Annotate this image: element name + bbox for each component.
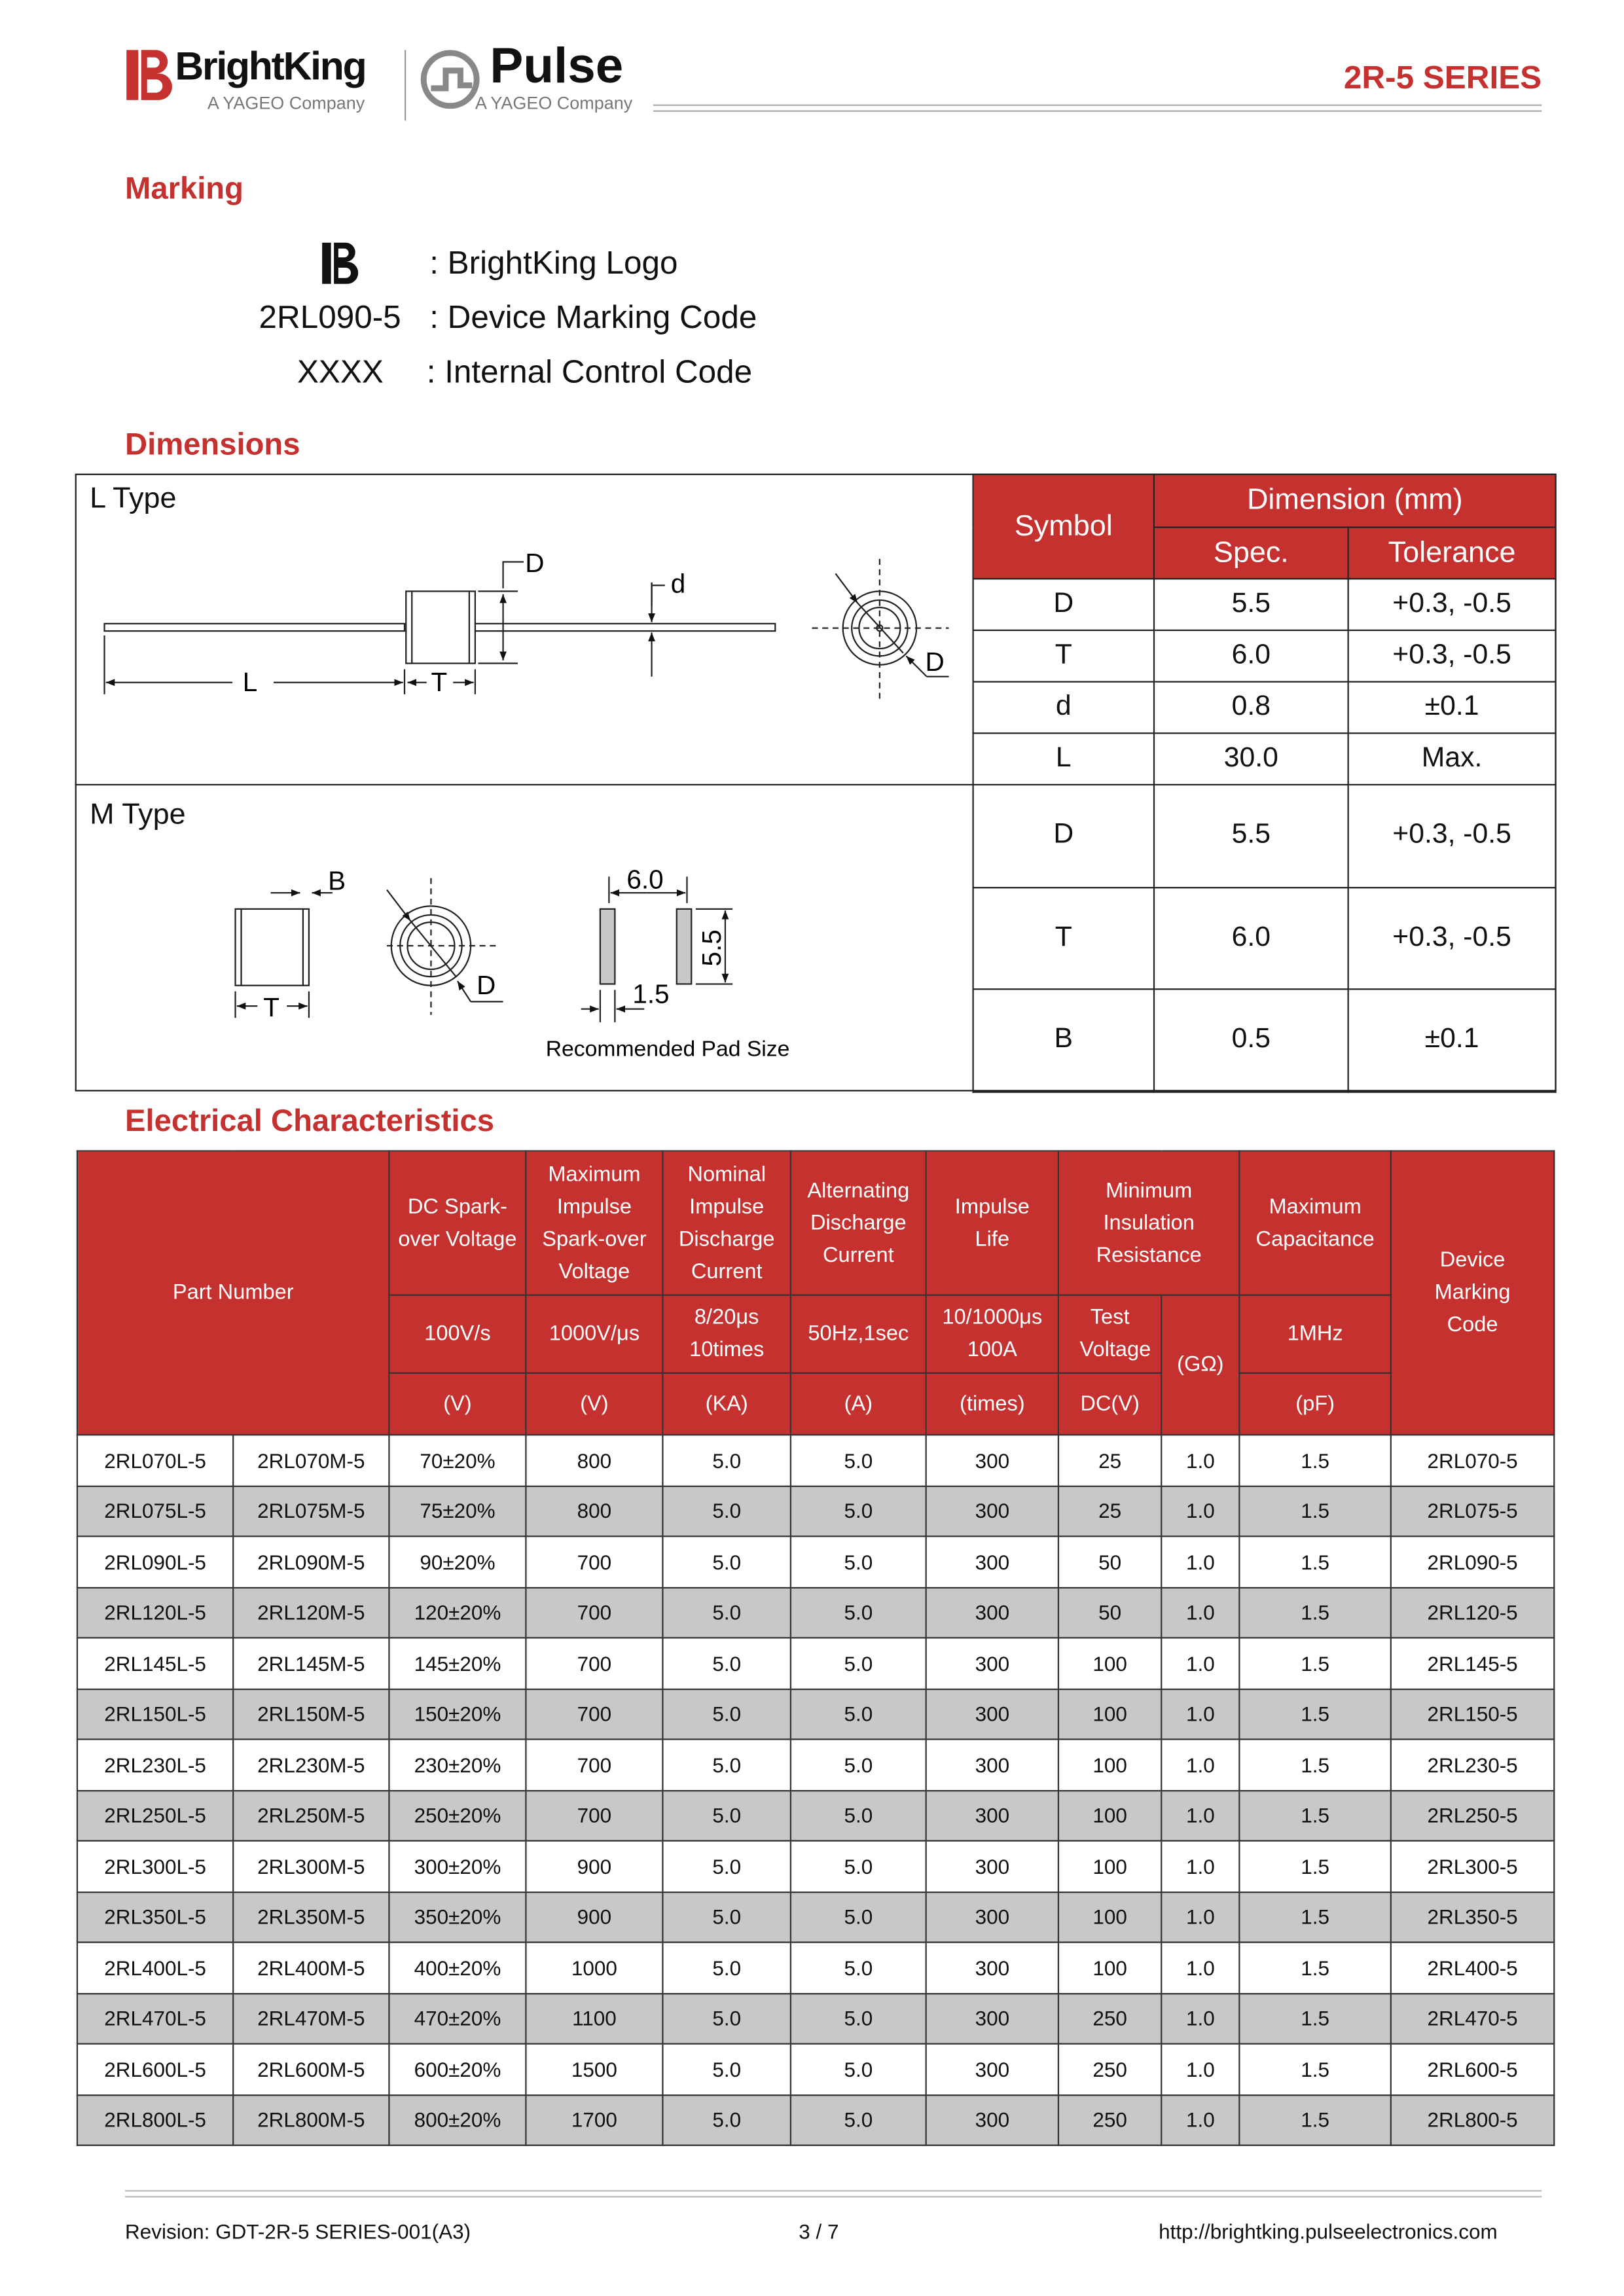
cell-marking-code: 2RL400-5 [1391,1943,1554,1994]
cell-test-voltage: 50 [1058,1536,1161,1587]
marking-code-key: 2RL090-5 [259,298,401,336]
cell-insulation: 1.0 [1161,1739,1239,1790]
cell-insulation: 1.0 [1161,1790,1239,1841]
pad-width-label: 6.0 [626,864,664,895]
cond-ac: 50Hz,1sec [791,1295,926,1373]
pad-gap-label: 1.5 [632,978,670,1009]
dimension-row [973,630,1556,682]
cell-impulse-sparkover: 700 [526,1638,662,1689]
cell-nominal-discharge: 5.0 [662,2044,791,2095]
cell-ac-discharge: 5.0 [791,1790,926,1841]
cell-dc-sparkover: 600±20% [389,2044,526,2095]
cell-part-m: 2RL075M-5 [233,1486,389,1537]
cell-ac-discharge: 5.0 [791,2044,926,2095]
cell-marking-code: 2RL230-5 [1391,1739,1554,1790]
cell-impulse-life: 300 [926,1486,1058,1537]
cell-test-voltage: 250 [1058,2094,1161,2145]
cell-ac-discharge: 5.0 [791,1486,926,1537]
cell-test-voltage: 25 [1058,1486,1161,1537]
cell-nominal-discharge: 5.0 [662,1486,791,1537]
cell-marking-code: 2RL250-5 [1391,1790,1554,1841]
cell-dc-sparkover: 800±20% [389,2094,526,2145]
cell-test-voltage: 100 [1058,1790,1161,1841]
cell-part-l: 2RL600L-5 [77,2044,233,2095]
m-dim-B-label: B [328,865,346,896]
cell-impulse-life: 300 [926,1790,1058,1841]
col-spec: Spec. [1154,528,1348,579]
table-row [77,1739,1554,1790]
electrical-table [77,1150,1555,2145]
cell-marking-code: 2RL350-5 [1391,1892,1554,1943]
dim-spec: 5.5 [1154,579,1348,630]
cell-impulse-life: 300 [926,1638,1058,1689]
cell-part-m: 2RL600M-5 [233,2044,389,2095]
dim-symbol: d [973,682,1154,734]
cell-part-m: 2RL250M-5 [233,1790,389,1841]
cell-part-m: 2RL800M-5 [233,2094,389,2145]
l-dim-L-label: L [242,667,258,698]
cell-test-voltage: 50 [1058,1587,1161,1638]
cell-dc-sparkover: 230±20% [389,1739,526,1790]
cell-dc-sparkover: 470±20% [389,1993,526,2044]
hdr-ac-discharge: Alternating Discharge Current [791,1151,926,1295]
cell-impulse-life: 300 [926,1892,1058,1943]
dim-symbol: T [973,887,1154,989]
cell-test-voltage: 100 [1058,1739,1161,1790]
dim-tolerance: +0.3, -0.5 [1348,579,1556,630]
dimension-row [973,887,1556,989]
dim-tolerance: ±0.1 [1348,682,1556,734]
cell-nominal-discharge: 5.0 [662,1892,791,1943]
cell-dc-sparkover: 300±20% [389,1840,526,1892]
cell-nominal-discharge: 5.0 [662,1638,791,1689]
table-row [77,1536,1554,1587]
cell-impulse-life: 300 [926,2044,1058,2095]
cell-insulation: 1.0 [1161,1638,1239,1689]
dimension-row [973,733,1556,785]
dim-tolerance: +0.3, -0.5 [1348,887,1556,989]
cond-imp: 1000V/μs [526,1295,662,1373]
dimensions-heading: Dimensions [125,427,300,462]
cell-ac-discharge: 5.0 [791,1435,926,1486]
cell-capacitance: 1.5 [1239,1536,1390,1587]
cell-impulse-life: 300 [926,1993,1058,2044]
cell-impulse-life: 300 [926,1536,1058,1587]
cell-capacitance: 1.5 [1239,2094,1390,2145]
cell-insulation: 1.0 [1161,2044,1239,2095]
cell-dc-sparkover: 90±20% [389,1536,526,1587]
cell-marking-code: 2RL075-5 [1391,1486,1554,1537]
table-row [77,1435,1554,1486]
cell-capacitance: 1.5 [1239,1435,1390,1486]
table-row [77,1993,1554,2044]
hdr-marking-code: Device Marking Code [1391,1151,1554,1435]
cell-impulse-sparkover: 700 [526,1739,662,1790]
cell-insulation: 1.0 [1161,1943,1239,1994]
col-dimension: Dimension (mm) [1154,475,1556,528]
cond-life: 10/1000μs 100A [926,1295,1058,1373]
cell-dc-sparkover: 75±20% [389,1486,526,1537]
cell-insulation: 1.0 [1161,1993,1239,2044]
cond-nom: 8/20μs 10times [662,1295,791,1373]
cell-capacitance: 1.5 [1239,1638,1390,1689]
cell-test-voltage: 250 [1058,2044,1161,2095]
cell-marking-code: 2RL150-5 [1391,1689,1554,1740]
l-dim-T-label: T [431,667,448,698]
cell-impulse-sparkover: 700 [526,1689,662,1740]
hdr-capacitance: Maximum Capacitance [1239,1151,1390,1295]
cond-cap: 1MHz [1239,1295,1390,1373]
cell-part-l: 2RL120L-5 [77,1587,233,1638]
cell-ac-discharge: 5.0 [791,1993,926,2044]
cell-part-m: 2RL150M-5 [233,1689,389,1740]
dimension-table [972,474,1556,1092]
cell-test-voltage: 100 [1058,1943,1161,1994]
dim-symbol: D [973,785,1154,887]
table-row [77,1790,1554,1841]
cell-nominal-discharge: 5.0 [662,1689,791,1740]
cell-capacitance: 1.5 [1239,1739,1390,1790]
cell-part-l: 2RL230L-5 [77,1739,233,1790]
dim-symbol: B [973,989,1154,1091]
cell-part-l: 2RL470L-5 [77,1993,233,2044]
unit-cap: (pF) [1239,1373,1390,1435]
cell-impulse-sparkover: 700 [526,1587,662,1638]
cell-impulse-sparkover: 1000 [526,1943,662,1994]
dim-symbol: T [973,630,1154,682]
footer-url[interactable]: http://brightking.pulseelectronics.com [1159,2219,1498,2244]
cell-part-m: 2RL230M-5 [233,1739,389,1790]
hdr-impulse-sparkover: Maximum Impulse Spark-over Voltage [526,1151,662,1295]
cell-nominal-discharge: 5.0 [662,1993,791,2044]
cell-dc-sparkover: 150±20% [389,1689,526,1740]
dim-spec: 6.0 [1154,630,1348,682]
cell-capacitance: 1.5 [1239,1689,1390,1740]
cell-ac-discharge: 5.0 [791,1892,926,1943]
cell-impulse-life: 300 [926,1840,1058,1892]
dimension-drawings [0,0,972,1091]
l-dim-D-label: D [525,548,545,579]
cell-part-m: 2RL400M-5 [233,1943,389,1994]
cell-impulse-life: 300 [926,1943,1058,1994]
marking-logo-desc: : BrightKing Logo [429,244,678,281]
cell-capacitance: 1.5 [1239,1892,1390,1943]
cell-impulse-life: 300 [926,1587,1058,1638]
cell-test-voltage: 250 [1058,1993,1161,2044]
dim-spec: 0.5 [1154,989,1348,1091]
cell-part-l: 2RL075L-5 [77,1486,233,1537]
unit-dc: (V) [389,1373,526,1435]
cell-ac-discharge: 5.0 [791,1739,926,1790]
table-row [77,1689,1554,1740]
hdr-dc-sparkover: DC Spark-over Voltage [389,1151,526,1295]
cell-dc-sparkover: 350±20% [389,1892,526,1943]
cell-part-l: 2RL145L-5 [77,1638,233,1689]
dim-spec: 0.8 [1154,682,1348,734]
table-row [77,1943,1554,1994]
cell-part-m: 2RL470M-5 [233,1993,389,2044]
cell-part-l: 2RL400L-5 [77,1943,233,1994]
dim-symbol: L [973,733,1154,785]
dimension-row [973,989,1556,1091]
cell-insulation: 1.0 [1161,1840,1239,1892]
dim-spec: 30.0 [1154,733,1348,785]
cell-part-m: 2RL350M-5 [233,1892,389,1943]
cell-part-m: 2RL090M-5 [233,1536,389,1587]
cell-impulse-sparkover: 900 [526,1892,662,1943]
cell-part-l: 2RL800L-5 [77,2094,233,2145]
hdr-insulation: Minimum Insulation Resistance [1058,1151,1239,1295]
cell-nominal-discharge: 5.0 [662,1435,791,1486]
cell-nominal-discharge: 5.0 [662,1943,791,1994]
table-row [77,2044,1554,2095]
table-row [77,1638,1554,1689]
unit-ac: (A) [791,1373,926,1435]
hdr-nominal-discharge: Nominal Impulse Discharge Current [662,1151,791,1295]
cell-ac-discharge: 5.0 [791,1689,926,1740]
cell-dc-sparkover: 145±20% [389,1638,526,1689]
cell-part-l: 2RL300L-5 [77,1840,233,1892]
cell-insulation: 1.0 [1161,1689,1239,1740]
cell-test-voltage: 100 [1058,1638,1161,1689]
dim-tolerance: ±0.1 [1348,989,1556,1091]
unit-life: (times) [926,1373,1058,1435]
table-row [77,1892,1554,1943]
cell-part-l: 2RL150L-5 [77,1689,233,1740]
cell-part-m: 2RL300M-5 [233,1840,389,1892]
cell-insulation: 1.0 [1161,1892,1239,1943]
cell-impulse-sparkover: 700 [526,1536,662,1587]
cell-marking-code: 2RL300-5 [1391,1840,1554,1892]
cell-dc-sparkover: 120±20% [389,1587,526,1638]
cell-impulse-life: 300 [926,1739,1058,1790]
cell-part-l: 2RL250L-5 [77,1790,233,1841]
marking-heading: Marking [125,171,244,206]
cell-impulse-sparkover: 900 [526,1840,662,1892]
cell-marking-code: 2RL070-5 [1391,1435,1554,1486]
footer-rule [125,2190,1542,2197]
cell-part-m: 2RL145M-5 [233,1638,389,1689]
cell-impulse-sparkover: 1500 [526,2044,662,2095]
pulse-wordmark: Pulse [490,38,624,94]
pulse-subtitle: A YAGEO Company [475,92,633,114]
dim-symbol: D [973,579,1154,630]
cell-insulation: 1.0 [1161,1536,1239,1587]
cell-marking-code: 2RL090-5 [1391,1536,1554,1587]
cell-marking-code: 2RL600-5 [1391,2044,1554,2095]
cell-part-l: 2RL070L-5 [77,1435,233,1486]
cell-nominal-discharge: 5.0 [662,1739,791,1790]
cell-test-voltage: 100 [1058,1689,1161,1740]
cell-marking-code: 2RL120-5 [1391,1587,1554,1638]
cell-nominal-discharge: 5.0 [662,1790,791,1841]
cell-nominal-discharge: 5.0 [662,1587,791,1638]
unit-nom: (KA) [662,1373,791,1435]
cell-dc-sparkover: 250±20% [389,1790,526,1841]
col-symbol: Symbol [973,475,1154,579]
cell-insulation: 1.0 [1161,1435,1239,1486]
cell-part-l: 2RL090L-5 [77,1536,233,1587]
table-row [77,1840,1554,1892]
dim-tolerance: +0.3, -0.5 [1348,630,1556,682]
cell-ac-discharge: 5.0 [791,1943,926,1994]
cell-ac-discharge: 5.0 [791,1840,926,1892]
dimension-row [973,785,1556,887]
footer-page: 3 / 7 [799,2219,839,2244]
hdr-impulse-life: Impulse Life [926,1151,1058,1295]
cell-ac-discharge: 5.0 [791,2094,926,2145]
cell-test-voltage: 100 [1058,1840,1161,1892]
dim-tolerance: Max. [1348,733,1556,785]
cell-nominal-discharge: 5.0 [662,1840,791,1892]
dimension-row [973,682,1556,734]
cell-part-l: 2RL350L-5 [77,1892,233,1943]
brightking-wordmark: BrightKing [175,44,366,88]
l-type-side-view [105,559,949,698]
cell-impulse-sparkover: 800 [526,1435,662,1486]
l-type-label: L Type [90,482,177,515]
marking-internal-desc: : Internal Control Code [426,353,753,390]
cell-part-m: 2RL120M-5 [233,1587,389,1638]
l-end-D-label: D [925,646,945,677]
cell-capacitance: 1.5 [1239,1840,1390,1892]
cell-ac-discharge: 5.0 [791,1638,926,1689]
cell-impulse-life: 300 [926,1435,1058,1486]
unit-test: DC(V) [1058,1373,1161,1435]
cell-impulse-life: 300 [926,2094,1058,2145]
unit-gohm: (GΩ) [1161,1295,1239,1435]
cell-insulation: 1.0 [1161,2094,1239,2145]
cell-capacitance: 1.5 [1239,1486,1390,1537]
cell-ac-discharge: 5.0 [791,1587,926,1638]
m-end-D-label: D [477,970,496,1001]
cell-impulse-life: 300 [926,1689,1058,1740]
table-row [77,1587,1554,1638]
m-dim-T-label: T [263,992,280,1022]
cell-test-voltage: 100 [1058,1892,1161,1943]
cell-marking-code: 2RL470-5 [1391,1993,1554,2044]
cell-insulation: 1.0 [1161,1587,1239,1638]
table-row [77,1486,1554,1537]
dim-spec: 5.5 [1154,785,1348,887]
unit-imp: (V) [526,1373,662,1435]
cell-dc-sparkover: 70±20% [389,1435,526,1486]
dim-tolerance: +0.3, -0.5 [1348,785,1556,887]
cell-nominal-discharge: 5.0 [662,1536,791,1587]
cell-test-voltage: 25 [1058,1435,1161,1486]
dimension-row [973,579,1556,630]
cell-part-m: 2RL070M-5 [233,1435,389,1486]
hdr-part-number: Part Number [77,1151,389,1435]
cell-marking-code: 2RL800-5 [1391,2094,1554,2145]
footer-revision: Revision: GDT-2R-5 SERIES-001(A3) [125,2219,471,2244]
cell-impulse-sparkover: 700 [526,1790,662,1841]
cell-capacitance: 1.5 [1239,2044,1390,2095]
cell-dc-sparkover: 400±20% [389,1943,526,1994]
cell-marking-code: 2RL145-5 [1391,1638,1554,1689]
dim-spec: 6.0 [1154,887,1348,989]
table-row [77,2094,1554,2145]
marking-internal-key: XXXX [297,353,384,390]
pad-height-label: 5.5 [696,929,727,967]
marking-code-desc: : Device Marking Code [429,298,757,336]
cell-capacitance: 1.5 [1239,1943,1390,1994]
cell-capacitance: 1.5 [1239,1993,1390,2044]
cell-capacitance: 1.5 [1239,1587,1390,1638]
cell-impulse-sparkover: 1100 [526,1993,662,2044]
cell-insulation: 1.0 [1161,1486,1239,1537]
col-tolerance: Tolerance [1348,528,1556,579]
l-dim-d-label: d [670,568,686,599]
cond-dc: 100V/s [389,1295,526,1373]
cell-impulse-sparkover: 1700 [526,2094,662,2145]
series-title: 2R-5 SERIES [1343,58,1542,96]
cell-ac-discharge: 5.0 [791,1536,926,1587]
cell-capacitance: 1.5 [1239,1790,1390,1841]
m-type-label: M Type [90,798,186,831]
brightking-subtitle: A YAGEO Company [207,92,365,114]
cell-nominal-discharge: 5.0 [662,2094,791,2145]
pad-caption: Recommended Pad Size [545,1036,790,1062]
cond-test-voltage: Test Voltage [1058,1295,1161,1373]
cell-impulse-sparkover: 800 [526,1486,662,1537]
electrical-heading: Electrical Characteristics [125,1104,495,1139]
